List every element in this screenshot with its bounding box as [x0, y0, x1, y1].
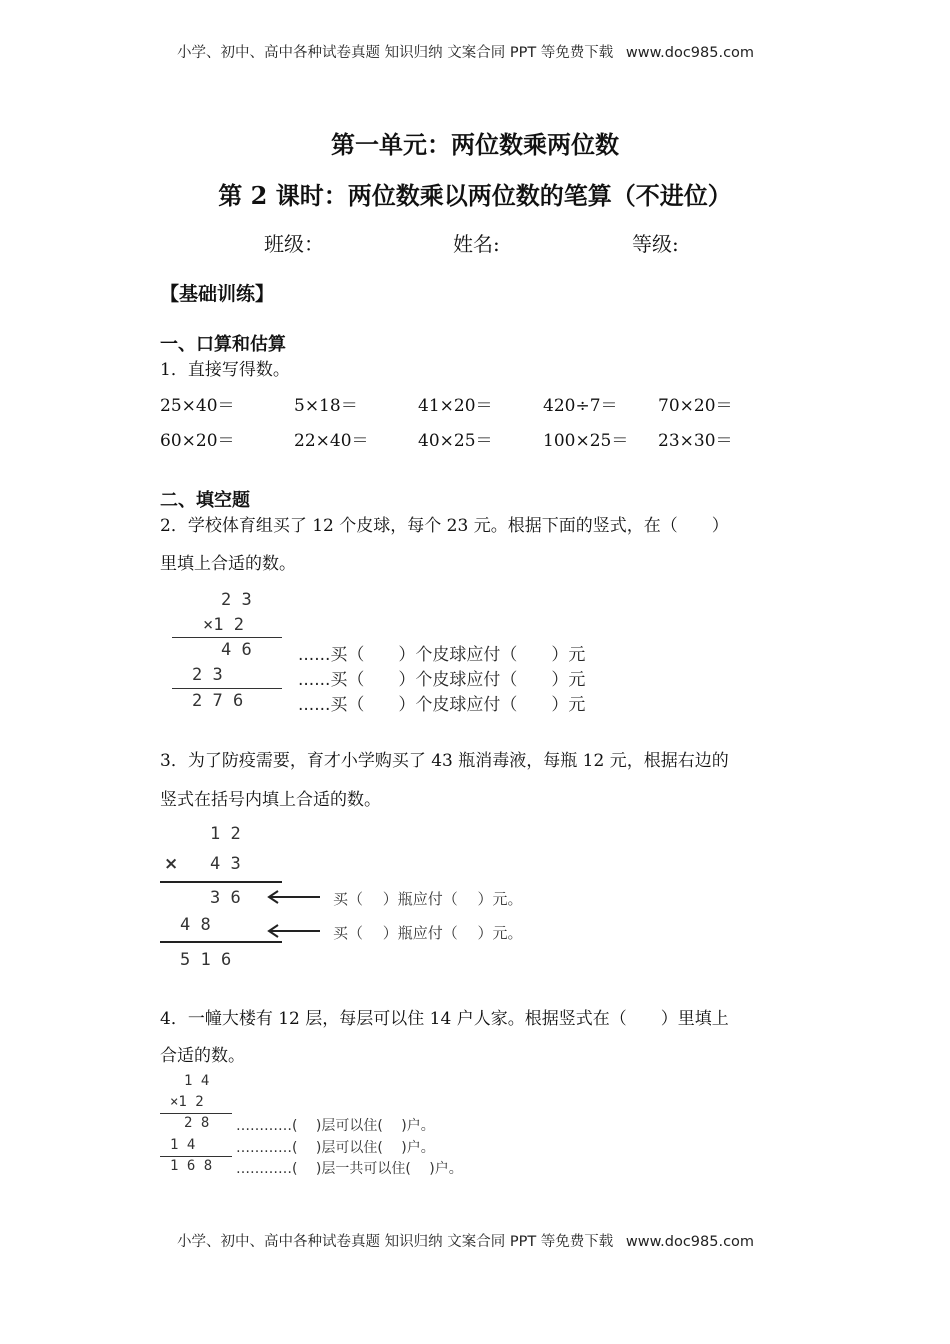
- q4-vertical-line: [160, 1113, 232, 1114]
- q3-note: 买（ ）瓶应付（ ）元。: [333, 890, 523, 908]
- q3-vertical-r2: 4 3: [210, 854, 241, 874]
- calc-item: 60×20＝: [160, 431, 235, 451]
- q3-vertical-r1: 1 2: [210, 824, 241, 844]
- calc-item: 100×25＝: [543, 431, 629, 451]
- q2-vertical-line: [172, 637, 282, 638]
- q4-vertical-r1: 1 4: [184, 1073, 210, 1089]
- header-text: 小学、初中、高中各种试卷真题 知识归纳 文案合同 PPT 等免费下载: [177, 45, 614, 61]
- times-icon: ×: [164, 854, 179, 874]
- q2-note: ......买（ ）个皮球应付（ ）元: [298, 695, 586, 715]
- question-1: 1．直接写得数。: [160, 360, 290, 380]
- unit-title: 第一单元：两位数乘两位数: [331, 130, 619, 159]
- q2-note: ......买（ ）个皮球应付（ ）元: [298, 645, 586, 665]
- grade-label: 等级:: [632, 232, 679, 256]
- calc-item: 5×18＝: [294, 396, 358, 416]
- q4-vertical-r3: 2 8: [184, 1115, 210, 1131]
- question-4-line2: 合适的数。: [160, 1046, 245, 1066]
- page-header: [177, 41, 754, 62]
- header-url[interactable]: www.doc985.com: [625, 45, 755, 61]
- calc-item: 70×20＝: [658, 396, 733, 416]
- q4-vertical-r5: 1 6 8: [170, 1158, 213, 1174]
- q4-note: …………( )层一共可以住( )户。: [236, 1161, 463, 1177]
- q2-note: ......买（ ）个皮球应付（ ）元: [298, 670, 586, 690]
- q4-vertical-r2: ×1 2: [170, 1094, 204, 1110]
- section1-heading: 一、口算和估算: [160, 334, 286, 355]
- q3-note: 买（ ）瓶应付（ ）元。: [333, 924, 523, 942]
- left-arrow-icon: [266, 890, 322, 904]
- q4-note: …………( )层可以住( )户。: [236, 1140, 435, 1156]
- q2-vertical-line: [172, 688, 282, 689]
- q2-vertical-r4: 2 3: [192, 665, 223, 685]
- q2-vertical-r1: 2 3: [221, 590, 252, 610]
- calc-item: 420÷7＝: [543, 396, 618, 416]
- q3-vertical-line: [160, 881, 282, 883]
- q2-vertical-r5: 2 7 6: [192, 691, 244, 711]
- q3-vertical-r4: 4 8: [180, 915, 211, 935]
- q4-vertical-r4: 1 4: [170, 1137, 196, 1153]
- name-label: 姓名:: [453, 232, 500, 256]
- calc-item: 23×30＝: [658, 431, 733, 451]
- q4-vertical-line: [160, 1156, 232, 1157]
- left-arrow-icon: [266, 924, 322, 938]
- question-3-line2: 竖式在括号内填上合适的数。: [160, 790, 381, 810]
- page-footer: [177, 1230, 754, 1251]
- q3-vertical-r5: 5 1 6: [180, 950, 232, 970]
- q4-note: …………( )层可以住( )户。: [236, 1118, 435, 1134]
- q2-vertical-r2: ×1 2: [203, 615, 244, 635]
- basic-training-heading: 【基础训练】: [160, 283, 275, 305]
- footer-text: 小学、初中、高中各种试卷真题 知识归纳 文案合同 PPT 等免费下载: [177, 1234, 614, 1250]
- question-2-line1: 2．学校体育组买了 12 个皮球，每个 23 元。根据下面的竖式，在（ ）: [160, 516, 729, 536]
- q2-vertical-r3: 4 6: [221, 640, 252, 660]
- lesson-title: 第 2 课时：两位数乘以两位数的笔算（不进位）: [218, 181, 732, 210]
- question-4-line1: 4．一幢大楼有 12 层，每层可以住 14 户人家。根据竖式在（ ）里填上: [160, 1009, 729, 1029]
- calc-item: 41×20＝: [418, 396, 493, 416]
- question-3-line1: 3．为了防疫需要，育才小学购买了 43 瓶消毒液，每瓶 12 元，根据右边的: [160, 751, 729, 771]
- calc-item: 22×40＝: [294, 431, 369, 451]
- class-label: 班级：: [264, 232, 324, 256]
- q3-vertical-line: [160, 941, 282, 943]
- footer-url[interactable]: www.doc985.com: [625, 1234, 755, 1250]
- q3-vertical-r3: 3 6: [210, 888, 241, 908]
- section2-heading: 二、填空题: [160, 490, 250, 511]
- calc-item: 25×40＝: [160, 396, 235, 416]
- question-2-line2: 里填上合适的数。: [160, 554, 296, 574]
- calc-item: 40×25＝: [418, 431, 493, 451]
